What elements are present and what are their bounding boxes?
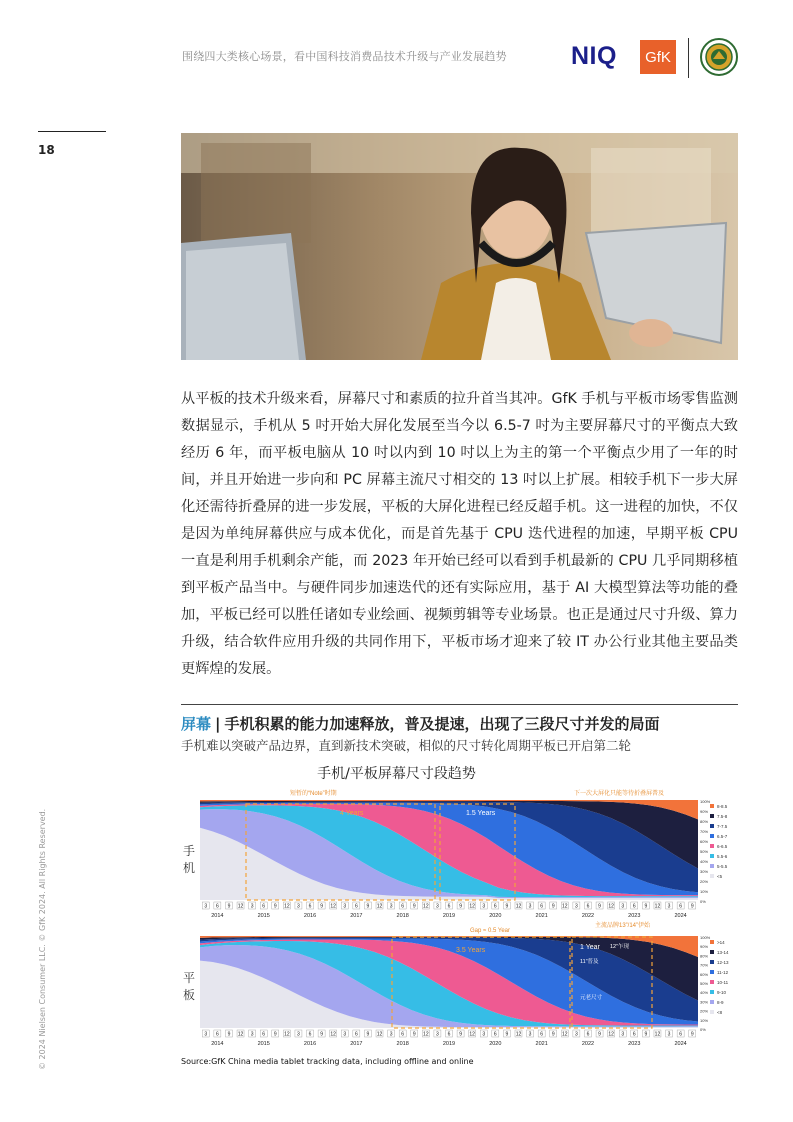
legend-label: 5-5.5 xyxy=(717,864,728,869)
x-tick-label: 12 xyxy=(608,1031,614,1038)
section-title-text: 手机积累的能力加速释放，普及提速，出现了三段尺寸并发的局面 xyxy=(224,715,660,733)
legend-label: 6-6.5 xyxy=(717,844,728,849)
x-tick-label: 12 xyxy=(423,903,429,910)
year-label: 2021 xyxy=(535,1041,548,1047)
x-tick-label: 9 xyxy=(459,1031,462,1038)
x-tick-label: 3 xyxy=(250,1031,254,1038)
legend-swatch xyxy=(710,804,714,808)
chart-title: 手机/平板屏幕尺寸段趋势 xyxy=(317,766,476,782)
legend-label: <5 xyxy=(717,874,723,879)
x-tick-label: 9 xyxy=(459,903,462,910)
x-tick-label: 6 xyxy=(262,903,266,910)
x-tick-label: 12 xyxy=(284,1031,290,1038)
x-tick-label: 12 xyxy=(284,903,290,910)
section-divider: | xyxy=(215,715,221,733)
x-tick-label: 12 xyxy=(376,903,383,910)
x-tick-label: 6 xyxy=(493,903,497,910)
gfk-logo: GfK xyxy=(640,40,676,74)
legend-label: 7-7.5 xyxy=(717,824,728,829)
y-tick-label: 80% xyxy=(700,953,709,959)
x-tick-label: 12 xyxy=(237,903,244,910)
x-tick-label: 6 xyxy=(540,903,544,910)
x-tick-label: 3 xyxy=(482,903,486,910)
section-keyword: 屏幕 xyxy=(181,715,212,733)
x-tick-label: 3 xyxy=(297,1031,300,1038)
year-label: 2019 xyxy=(442,913,456,919)
y-tick-label: 100% xyxy=(700,935,711,940)
x-tick-label: 6 xyxy=(262,1031,266,1038)
x-tick-label: 6 xyxy=(447,903,451,910)
x-tick-label: 12 xyxy=(423,1031,429,1038)
legend-swatch xyxy=(710,844,714,848)
legend-swatch xyxy=(710,864,714,868)
y-tick-label: 50% xyxy=(700,849,709,854)
x-tick-label: 12 xyxy=(237,1031,244,1038)
x-tick-label: 6 xyxy=(308,903,312,910)
legend-swatch xyxy=(710,1000,714,1004)
x-tick-label: 9 xyxy=(598,1031,601,1038)
annotation-note-period: 短暂的“Note”时期 xyxy=(290,791,337,797)
x-tick-label: 6 xyxy=(493,1031,497,1038)
year-label: 2016 xyxy=(303,913,317,919)
y-tick-label: 90% xyxy=(700,809,709,814)
x-tick-label: 9 xyxy=(366,1031,370,1038)
legend-label: 9-10 xyxy=(717,990,727,995)
year-label: 2024 xyxy=(674,1041,687,1047)
year-label: 2016 xyxy=(303,1041,317,1047)
annotation-1-5-years: 1.5 Years xyxy=(466,810,496,817)
x-tick-label: 12 xyxy=(654,1031,661,1038)
page-number-rule xyxy=(38,131,106,132)
x-tick-label: 12 xyxy=(330,903,336,910)
y-tick-label: 80% xyxy=(700,819,709,824)
x-tick-label: 9 xyxy=(412,903,416,910)
x-tick-label: 6 xyxy=(540,1031,544,1038)
x-tick-label: 3 xyxy=(482,1031,486,1038)
x-tick-label: 9 xyxy=(273,1031,277,1038)
x-tick-label: 9 xyxy=(644,903,648,910)
x-tick-label: 9 xyxy=(690,1031,694,1038)
legend-swatch xyxy=(710,970,714,974)
x-tick-label: 6 xyxy=(679,903,683,910)
x-tick-label: 9 xyxy=(320,903,323,910)
screen-size-trend-chart xyxy=(180,786,740,1048)
legend-swatch xyxy=(710,960,714,964)
y-tick-label: 20% xyxy=(700,1008,709,1014)
x-tick-label: 6 xyxy=(586,1031,590,1038)
year-label: 2017 xyxy=(350,1041,363,1047)
annotation-11-inch: 11”普及 xyxy=(580,959,599,965)
x-tick-label: 6 xyxy=(354,1031,358,1038)
x-tick-label: 6 xyxy=(401,1031,405,1038)
year-label: 2018 xyxy=(396,1041,409,1047)
x-tick-label: 12 xyxy=(376,1031,383,1038)
x-tick-label: 6 xyxy=(586,903,590,910)
x-tick-label: 9 xyxy=(551,903,555,910)
x-tick-label: 9 xyxy=(227,1031,231,1038)
legend-label: 13-14 xyxy=(717,950,729,955)
year-label: 2022 xyxy=(581,1041,595,1047)
y-tick-label: 40% xyxy=(700,990,709,996)
x-tick-label: 3 xyxy=(575,1031,578,1038)
y-tick-label: 70% xyxy=(700,829,709,834)
legend-label: 11-12 xyxy=(717,970,729,975)
chart-row-label-phone: 手机 xyxy=(182,844,195,875)
y-tick-label: 30% xyxy=(700,869,709,874)
year-label: 2023 xyxy=(628,1041,641,1047)
legend-label: 5.5-6 xyxy=(717,854,728,859)
year-label: 2023 xyxy=(628,913,641,919)
year-label: 2021 xyxy=(535,913,548,919)
annotation-1-year: 1 Year xyxy=(580,944,600,951)
year-label: 2022 xyxy=(581,913,595,919)
y-tick-label: 20% xyxy=(700,879,709,884)
header-title: 围绕四大类核心场景，看中国科技消费品技术升级与产业发展趋势 xyxy=(182,50,507,63)
x-tick-label: 12 xyxy=(515,903,522,910)
section-rule xyxy=(181,704,738,705)
annotation-4-years: 4 Years xyxy=(340,810,364,817)
x-tick-label: 6 xyxy=(308,1031,312,1038)
y-tick-label: 60% xyxy=(700,839,709,844)
y-tick-label: 60% xyxy=(700,971,709,977)
x-tick-label: 12 xyxy=(562,1031,568,1038)
year-label: 2024 xyxy=(674,913,687,919)
x-tick-label: 6 xyxy=(354,903,358,910)
annotation-12-inch: 12”乍现 xyxy=(610,944,629,950)
legend-label: 8-8.5 xyxy=(717,804,728,809)
year-label: 2014 xyxy=(211,913,224,919)
x-tick-label: 6 xyxy=(632,1031,636,1038)
body-paragraph: 从平板的技术升级来看，屏幕尺寸和素质的拉升首当其冲。GfK 手机与平板市场零售监测数据显示，手机从 5 吋开始大屏化发展至当今以 6.5-7 吋为主要屏幕尺寸的平衡点大致经历 6 年，而平板电脑从 10 吋以内到 10 吋以上为主的第一个平衡点少用了一年的时间，并且开始进一步向和 PC 屏幕主流尺寸相交的 13 吋以上扩展。相较手机下一步大屏化还需待折叠屏的进一步发展，平板的大屏化进程已经反超手机。这一进程的加快，不仅是因为单纯屏幕供应与成本优化，而是首先基于 CPU 迭代进程的加速，早期平板 CPU 一直是利用手机剩余产能，而 2023 年开始已经可以看到手机最新的 CPU 几乎同期移植到平板产品当中。与硬件同步加速迭代的还有实际应用，基于 AI 大模型算法等功能的叠加，平板已经可以胜任诸如专业绘画、视频剪辑等专业场景。也正是通过尺寸升级、算力升级，结合软件应用升级的共同作用下，平板市场才迎来了较 IT 办公行业其他主要品类更辉煌的发展。 xyxy=(181,391,738,677)
x-tick-label: 12 xyxy=(469,903,475,910)
section-title xyxy=(181,713,660,734)
year-label: 2017 xyxy=(350,913,363,919)
x-tick-label: 9 xyxy=(551,1031,555,1038)
page-number: 18 xyxy=(38,143,55,157)
y-tick-label: 90% xyxy=(700,944,709,950)
x-tick-label: 12 xyxy=(654,903,661,910)
x-tick-label: 6 xyxy=(215,903,219,910)
x-tick-label: 3 xyxy=(528,903,532,910)
legend-label: 12-13 xyxy=(717,960,729,965)
legend-label: 8-9 xyxy=(717,1000,724,1005)
legend-swatch xyxy=(710,990,714,994)
association-seal-icon xyxy=(700,38,738,76)
chart-row-label-tablet: 平板 xyxy=(182,971,195,1002)
annotation-13-14-inch: 主流品牌13”/14”伊始 xyxy=(595,923,651,929)
year-label: 2014 xyxy=(211,1041,224,1047)
x-tick-label: 3 xyxy=(204,903,208,910)
x-tick-label: 6 xyxy=(679,1031,683,1038)
x-tick-label: 3 xyxy=(389,903,393,910)
year-label: 2020 xyxy=(489,1041,502,1047)
x-tick-label: 12 xyxy=(330,1031,336,1038)
legend-swatch xyxy=(710,1010,714,1014)
legend-swatch xyxy=(710,980,714,984)
y-tick-label: 10% xyxy=(700,1017,709,1023)
legend-swatch xyxy=(710,854,714,858)
source-note: Source:GfK China media tablet tracking data, including offline and online xyxy=(181,1057,474,1066)
legend-label: 7.5-8 xyxy=(717,814,728,819)
x-tick-label: 9 xyxy=(366,903,370,910)
section-subtitle: 手机难以突破产品边界，直到新技术突破，相似的尺寸转化周期平板已开启第二轮 xyxy=(181,738,632,753)
x-tick-label: 9 xyxy=(505,903,509,910)
legend-label: >14 xyxy=(717,940,725,945)
x-tick-label: 9 xyxy=(505,1031,509,1038)
legend-swatch xyxy=(710,874,714,878)
y-tick-label: 50% xyxy=(700,981,709,986)
legend-swatch xyxy=(710,940,714,944)
x-tick-label: 9 xyxy=(273,903,277,910)
year-label: 2020 xyxy=(489,913,502,919)
legend-swatch xyxy=(710,834,714,838)
year-label: 2018 xyxy=(396,913,409,919)
annotation-gap: Gap ≈ 0.5 Year xyxy=(470,928,510,934)
niq-logo: NIQ xyxy=(571,42,617,70)
y-tick-label: 10% xyxy=(700,889,709,894)
y-tick-label: 30% xyxy=(700,999,709,1005)
x-tick-label: 12 xyxy=(608,903,614,910)
x-tick-label: 9 xyxy=(227,903,231,910)
x-tick-label: 3 xyxy=(436,1031,439,1038)
x-tick-label: 12 xyxy=(515,1031,522,1038)
x-tick-label: 3 xyxy=(667,1031,671,1038)
x-tick-label: 9 xyxy=(412,1031,416,1038)
x-tick-label: 3 xyxy=(389,1031,393,1038)
legend-swatch xyxy=(710,814,714,818)
x-tick-label: 3 xyxy=(436,903,439,910)
x-tick-label: 9 xyxy=(690,903,694,910)
legend-label: 6.5-7 xyxy=(717,834,728,839)
x-tick-label: 3 xyxy=(343,1031,347,1038)
x-tick-label: 3 xyxy=(528,1031,532,1038)
x-tick-label: 3 xyxy=(204,1031,208,1038)
x-tick-label: 3 xyxy=(621,903,625,910)
year-label: 2015 xyxy=(257,1041,270,1047)
logo-divider xyxy=(688,38,689,78)
x-tick-label: 3 xyxy=(297,903,300,910)
x-tick-label: 3 xyxy=(575,903,578,910)
year-label: 2015 xyxy=(257,913,270,919)
x-tick-label: 12 xyxy=(469,1031,475,1038)
legend-label: 10-11 xyxy=(717,980,729,985)
photo-woman-with-tablet xyxy=(181,133,738,360)
legend-swatch xyxy=(710,950,714,954)
x-tick-label: 3 xyxy=(343,903,347,910)
x-tick-label: 6 xyxy=(447,1031,451,1038)
annotation-foldable: 下一次大屏化只能等待折叠屏普及 xyxy=(574,791,665,797)
x-tick-label: 9 xyxy=(644,1031,648,1038)
year-label: 2019 xyxy=(442,1041,456,1047)
x-tick-label: 6 xyxy=(632,903,636,910)
x-tick-label: 3 xyxy=(250,903,254,910)
y-tick-label: 0% xyxy=(700,1027,706,1032)
x-tick-label: 9 xyxy=(598,903,601,910)
x-tick-label: 6 xyxy=(401,903,405,910)
x-tick-label: 6 xyxy=(215,1031,219,1038)
x-tick-label: 3 xyxy=(667,903,671,910)
legend-label: <8 xyxy=(717,1010,723,1015)
annotation-legacy-size: 元老尺寸 xyxy=(580,995,603,1001)
y-tick-label: 40% xyxy=(700,859,709,864)
annotation-3-5-years: 3.5 Years xyxy=(456,947,486,954)
y-tick-label: 0% xyxy=(700,899,706,904)
y-tick-label: 70% xyxy=(700,962,709,968)
legend-swatch xyxy=(710,824,714,828)
x-tick-label: 9 xyxy=(320,1031,323,1038)
copyright-notice: © 2024 Nielsen Consumer LLC. © GfK 2024. All Rights Reserved. xyxy=(38,808,47,1070)
x-tick-label: 12 xyxy=(562,903,568,910)
x-tick-label: 3 xyxy=(621,1031,625,1038)
y-tick-label: 100% xyxy=(700,799,711,804)
